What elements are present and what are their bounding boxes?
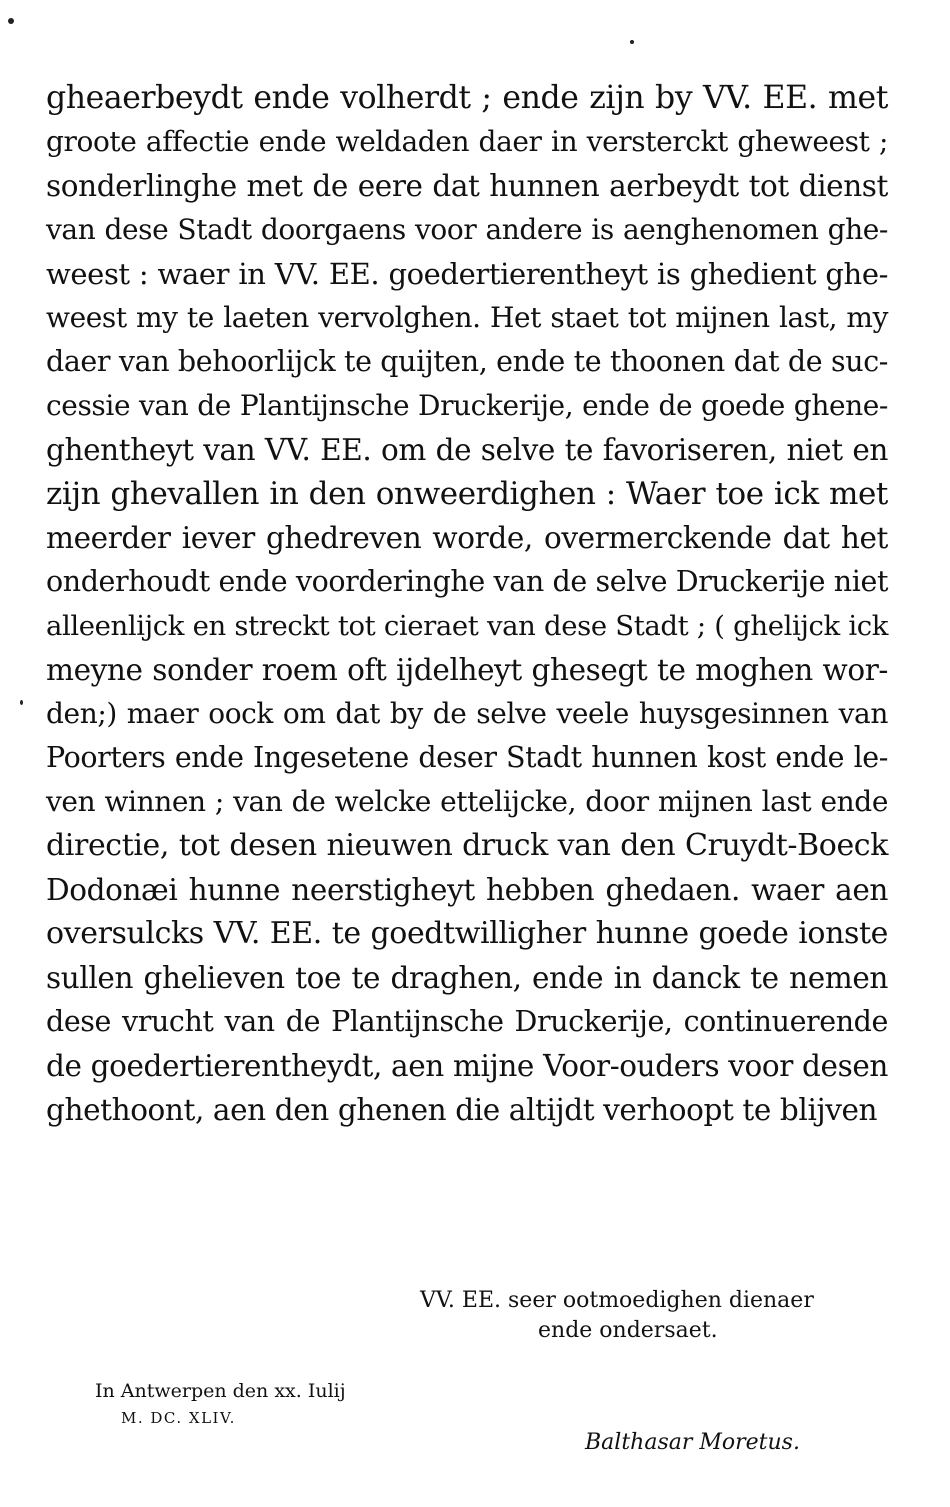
ink-speck-top-right xyxy=(630,40,634,44)
text-line: cessie van de Plantijnsche Druckerije, ende de goede ghene- xyxy=(46,389,888,422)
text-line: sonderlinghe met de eere dat hunnen aerbeydt tot dienst xyxy=(46,169,888,203)
text-line: Dodonæi hunne neerstigheyt hebben ghedaen. waer aen xyxy=(46,873,888,907)
closing-salutation xyxy=(420,1286,820,1346)
ink-speck-top-left xyxy=(8,18,14,24)
text-line: daer van behoorlijck te quijten, ende te thoonen dat de suc- xyxy=(46,345,888,378)
text-line: ghentheyt van VV. EE. om de selve te favoriseren, niet en xyxy=(46,433,888,467)
dedication-body-text xyxy=(46,76,888,1132)
text-line: directie, tot desen nieuwen druck van den Cruydt-Boeck xyxy=(46,828,888,863)
text-line: ghethoont, aen den ghenen die altijdt verhoopt te blijven xyxy=(46,1093,878,1127)
date-line: M. DC. XLIV. xyxy=(121,1409,236,1427)
text-line: weest my te laeten vervolghen. Het staet tot mijnen last, my xyxy=(46,301,888,334)
place-and-date xyxy=(95,1378,346,1432)
text-line: alleenlijck en streckt tot cieraet van dese Stadt ; ( ghelijck ick xyxy=(46,610,888,642)
signature: Balthasar Moretus. xyxy=(585,1430,800,1455)
text-line: oversulcks VV. EE. te goedtwilligher hunne goede ionste xyxy=(46,916,888,951)
text-line: meyne sonder roem oft ijdelheyt ghesegt te moghen wor- xyxy=(46,653,888,687)
text-line: sullen ghelieven toe te draghen, ende in danck te nemen xyxy=(46,961,888,995)
text-line: meerder iever ghedreven worde, overmerckende dat het xyxy=(46,521,888,555)
closing-line-2: ende ondersaet. xyxy=(538,1318,718,1343)
text-line: de goedertierentheydt, aen mijne Voor-ouders voor desen xyxy=(46,1049,888,1083)
text-line: zijn ghevallen in den onweerdighen : Waer toe ick met xyxy=(46,476,888,512)
text-line: gheaerbeydt ende volherdt ; ende zijn by VV. EE. met xyxy=(46,80,888,116)
ink-speck-margin-left xyxy=(20,700,23,705)
text-line: den;) maer oock om dat by de selve veele huysgesinnen van xyxy=(46,697,888,730)
place-line: In Antwerpen den xx. Iulij xyxy=(95,1380,346,1402)
text-line: van dese Stadt doorgaens voor andere is aenghenomen ghe- xyxy=(46,213,888,246)
text-line: groote affectie ende weldaden daer in versterckt gheweest ; xyxy=(46,125,888,158)
text-line: Poorters ende Ingesetene deser Stadt hunnen kost ende le- xyxy=(46,741,888,774)
text-line: dese vrucht van de Plantijnsche Druckerije, continuerende xyxy=(46,1005,888,1038)
text-line: ven winnen ; van de welcke ettelijcke, door mijnen last ende xyxy=(46,785,888,818)
text-line: onderhoudt ende voorderinghe van de selve Druckerije niet xyxy=(46,565,888,598)
closing-line-1: VV. EE. seer ootmoedighen dienaer xyxy=(420,1288,814,1313)
text-line: weest : waer in VV. EE. goedertierentheyt is ghedient ghe- xyxy=(46,257,888,291)
